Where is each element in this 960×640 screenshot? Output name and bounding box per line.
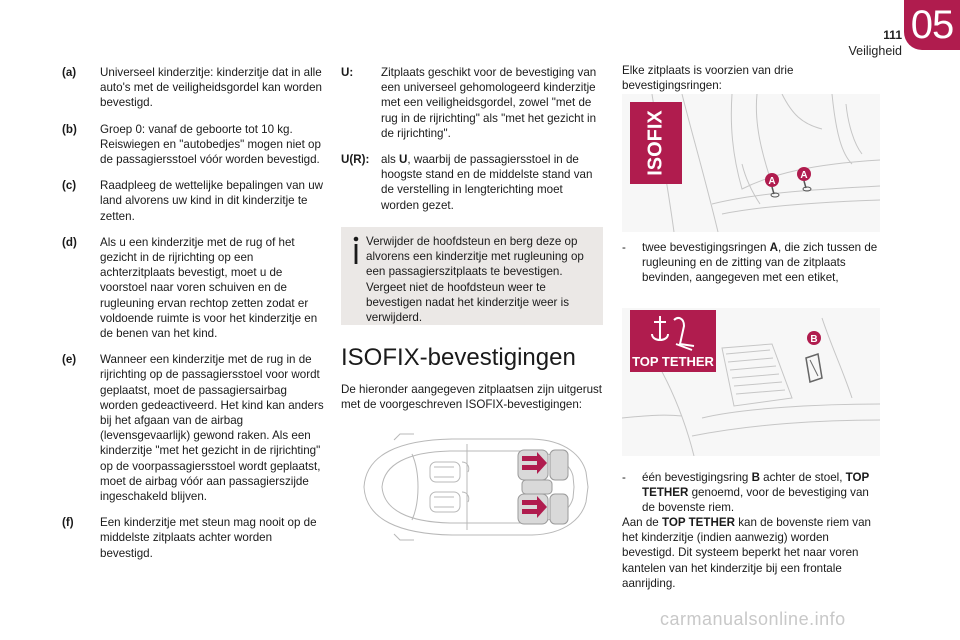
last-bold: TOP TETHER (661, 516, 735, 529)
page-number: 111 (883, 28, 902, 42)
legend-item-b (62, 122, 324, 168)
legend-item-c (62, 178, 324, 224)
chapter-number: 05 (910, 3, 954, 47)
isofix-heading: ISOFIX-bevestigingen (341, 344, 576, 371)
marker-a-left: A (768, 176, 776, 187)
ur-prefix: als (381, 153, 400, 167)
chapter-title: Veiligheid (848, 44, 902, 58)
marker-b: B (810, 334, 818, 345)
info-note (341, 227, 603, 325)
legend-text: Groep 0: vanaf de geboorte tot 10 kg. Reiswiegen en "autobedjes" mogen niet op de passagiersstoel vóór worden bevestigd. (100, 122, 321, 167)
ur-bold: U (399, 153, 408, 167)
legend-text: Als u een kinderzitje met de rug of het gezicht in de rijrichting op een achterzitplaats bevestigt, moet u de voorstoel naar voren schuiven en de rugleuning ervan rechtop zetten zodat er voldoende ruimte is voor het kinderzitje en de benen van het kind. (100, 235, 318, 341)
top-tether-label: TOP TETHER (632, 354, 714, 369)
watermark: carmanualsonline.info (660, 609, 846, 629)
bullet2-bold-b: B (751, 471, 760, 484)
bullet-text (622, 240, 884, 286)
bullet2-post: genoemd, voor de bevestiging van de bovenste riem. (642, 486, 869, 515)
isofix-intro: De hieronder aangegeven zitplaatsen zijn uitgerust met de voorgeschreven ISOFIX-bevestigingen: (341, 383, 603, 412)
legend-text: Wanneer een kinderzitje met de rug in de rijrichting op de passagiersstoel voor wordt geplaatst, moet de passagiersairbag worden gedeactiveerd. Het kind kan anders bij het afgaan van de airbag (levensgevaarlijk) gewond raken. Als een kinderzitje "met het gezicht in de rijrichting" op de voorpassagiersstoel wordt geplaatst, moet de airbag vóór aan passagierszijde ingeschakeld blijven. (100, 353, 324, 504)
legend-key: (b) (62, 122, 77, 136)
note-text: Verwijder de hoofdsteun en berg deze op alvorens een kinderzitje met rugleuning op een passagierszitplaats te bevestigen. Vergeet niet de hoofdsteun weer te bevestigen nadat het kinderzitje weer is verwijderd. (366, 235, 584, 325)
rings-intro: Elke zitplaats is voorzien van drie bevestigingsringen: (622, 64, 794, 93)
isofix-label: ISOFIX (644, 110, 667, 176)
top-tether-photo (622, 308, 880, 456)
legend-text: Raadpleeg de wettelijke bepalingen van uw land alvorens uw kind in dit kinderzitje te zetten. (100, 179, 324, 223)
last-post: kan de bovenste riem van het kinderzitje (indien aanwezig) worden bevestigd. Dit systeem beperkt het naar voren kantelen van het kinderzitje bij een frontale aanrijding. (622, 516, 871, 590)
legend-key: (a) (62, 66, 77, 79)
u-key: U: (341, 66, 354, 79)
legend-item-f (62, 515, 324, 561)
ur-item (341, 152, 603, 213)
top-tether-paragraph (622, 515, 884, 591)
bullet2-bold-tether: TOP TETHER (642, 471, 870, 500)
isofix-rings-photo (622, 94, 880, 232)
legend-item-a (62, 65, 324, 111)
bullet-dash: - (622, 241, 626, 254)
legend-text: Universeel kinderzitje: kinderzitje dat in alle auto's met de veiligheidsgordel kan worden bevestigd. (100, 66, 322, 110)
bullet-text (622, 470, 884, 516)
bullet1-pre: twee bevestigingsringen (642, 241, 770, 254)
legend-key: (f) (62, 516, 74, 530)
legend-key: (d) (62, 235, 77, 249)
car-seat-diagram (342, 432, 600, 542)
bullet2-mid: achter de stoel, (759, 471, 846, 484)
u-legend (341, 65, 603, 224)
last-pre: Aan de (622, 516, 662, 529)
bullet2-pre: één bevestigingsring (642, 471, 752, 484)
marker-a-right: A (800, 170, 808, 181)
bullet-dash: - (622, 471, 626, 484)
bullet-ring-b (622, 470, 884, 516)
info-icon (349, 236, 363, 266)
legend-item-e (62, 352, 324, 504)
legend-text: Een kinderzitje met steun mag nooit op de middelste zitplaats achter worden bevestigd. (100, 516, 317, 560)
u-text: Zitplaats geschikt voor de bevestiging van een universeel gehomologeerd kinderzitje met een veiligheidsgordel, zowel "met de rug in de rijrichting" als "met het gezicht in de rijrichting". (381, 66, 597, 140)
ur-key: U(R): (341, 153, 370, 167)
legend-item-d (62, 235, 324, 341)
ur-text: , waarbij de passagiersstoel in de hoogste stand en de middelste stand van de verstelling in lengterichting moet worden gezet. (381, 153, 593, 212)
legend-key: (e) (62, 353, 77, 367)
chapter-tab (904, 0, 960, 50)
u-item (341, 65, 603, 141)
legend-key: (c) (62, 179, 77, 193)
bullet-rings-a (622, 240, 884, 286)
bullet1-bold: A (769, 241, 778, 254)
legend-list (62, 65, 324, 572)
bullet1-post: , die zich tussen de rugleuning en de zitting van de zitplaats bevinden, aangegeven met een etiket, (642, 241, 878, 285)
